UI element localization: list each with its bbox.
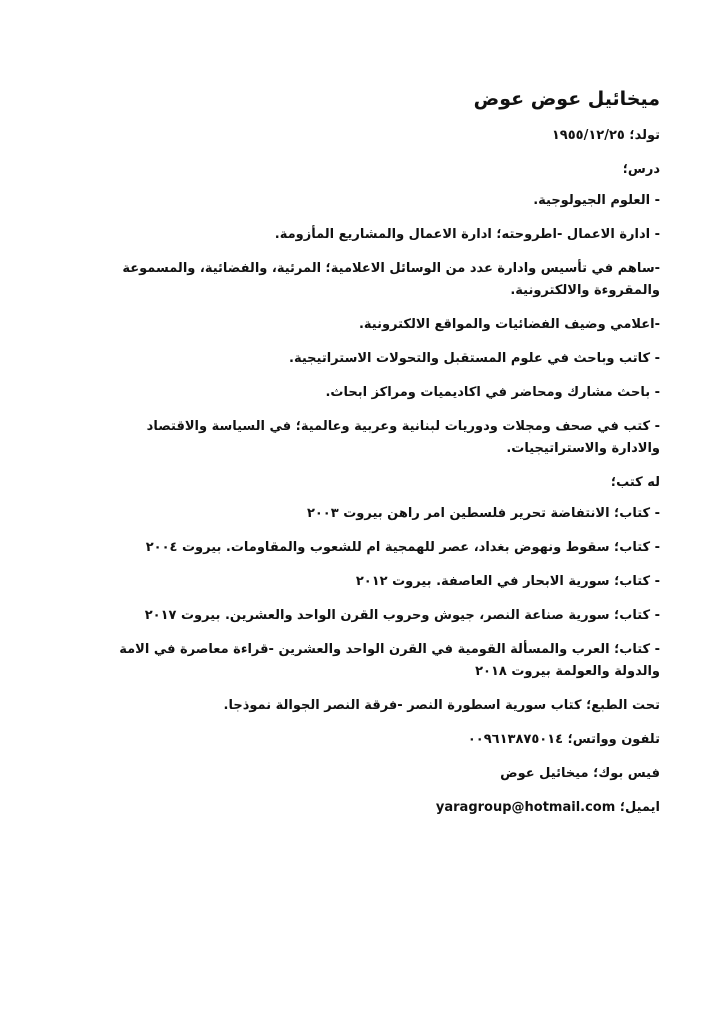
studied-heading: درس؛ [622,162,660,177]
phone-label: تلفون وواتس؛ [567,732,660,747]
email-line [100,797,660,819]
book-item: - كتاب؛ سورية صناعة النصر، جيوش وحروب القرن الواحد والعشرين. بيروت ٢٠١٧ [144,608,660,623]
bio-item: - كاتب وباحث في علوم المستقبل والتحولات الاستراتيجية. [289,351,660,366]
phone-line [100,729,660,751]
phone-value: ٠٠٩٦١٣٨٧٥٠١٤ [467,732,564,747]
book-item: - كتاب؛ الانتفاضة تحرير فلسطين امر راهن بيروت ٢٠٠٣ [306,506,660,521]
birth-date: تولد؛ ١٩٥٥/١٢/٢٥ [551,128,660,143]
bio-item: -اعلامي وضيف الفضائيات والمواقع الالكترونية. [358,317,660,332]
book-item: - كتاب؛ سقوط ونهوض بغداد، عصر للهمجية ام للشعوب والمقاومات. بيروت ٢٠٠٤ [145,540,660,555]
book-item: - كتاب؛ العرب والمسألة القومية في القرن الواحد والعشرين -قراءة معاصرة في الامة والدولة والعولمة بيروت ٢٠١٨ [119,642,660,679]
bio-item: - ادارة الاعمال -اطروحته؛ ادارة الاعمال والمشاريع المأزومة. [274,227,660,242]
email-label: ايميل؛ [619,800,660,815]
person-name: ميخائيل عوض عوض [473,88,660,110]
in-print-note: تحت الطبع؛ كتاب سورية اسطورة النصر -فرقة النصر الجوالة نموذجا. [223,698,660,713]
book-item: - كتاب؛ سورية الابحار في العاصفة. بيروت ٢٠١٢ [355,574,660,589]
books-heading: له كتب؛ [610,475,660,490]
bio-item: -ساهم في تأسيس وادارة عدد من الوسائل الاعلامية؛ المرئية، والفضائية، والمسموعة والمقروءة والالكترونية. [122,261,660,298]
bio-item: - باحث مشارك ومحاضر في اكاديميات ومراكز ابحاث. [325,385,660,400]
bio-item: - كتب في صحف ومجلات ودوريات لبنانية وعربية وعالمية؛ في السياسة والاقتصاد والادارة والاستراتيجيات. [146,419,660,456]
facebook-line [100,763,660,785]
email-value: yaragroup@hotmail.com [435,800,616,815]
bio-item: - العلوم الجيولوجية. [533,193,660,208]
facebook-label: فيس بوك؛ [593,766,660,781]
facebook-value: ميخائيل عوض [500,766,589,781]
